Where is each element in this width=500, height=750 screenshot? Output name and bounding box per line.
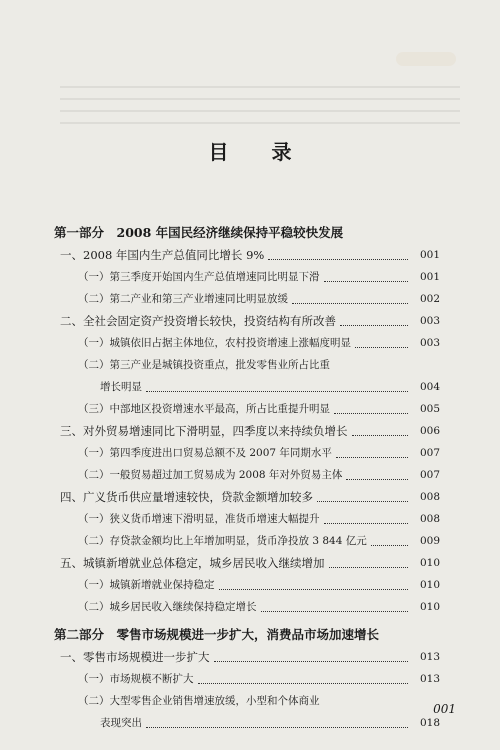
entry-title: （二）存贷款金额均比上年增加明显，货币净投放 3 844 亿元 — [78, 535, 367, 547]
entry-page: 001 — [419, 271, 440, 283]
entry-page: 006 — [419, 425, 440, 437]
toc-entry[interactable] — [54, 288, 440, 310]
table-of-contents — [54, 222, 440, 734]
part-heading: 第二部分 零售市场规模进一步扩大，消费品市场加速增长 — [54, 627, 380, 642]
entry-title: 五、城镇新增就业总体稳定，城乡居民收入继续增加 — [60, 556, 325, 570]
entry-page: 009 — [419, 535, 440, 547]
entry-page: 008 — [419, 491, 440, 503]
header-mark — [396, 52, 456, 66]
toc-entry-first-line[interactable]: （二）大型零售企业销售增速放缓，小型和个体商业 — [78, 695, 320, 707]
entry-title: 四、广义货币供应量增速较快，贷款金额增加较多 — [60, 490, 313, 504]
entry-title: （一）市场规模不断扩大 — [78, 673, 194, 685]
entry-page: 003 — [419, 337, 440, 349]
toc-entry[interactable] — [54, 712, 440, 734]
toc-entry[interactable] — [54, 574, 440, 596]
toc-entry[interactable] — [54, 266, 440, 288]
dot-leader — [317, 501, 408, 502]
toc-entry[interactable] — [54, 376, 440, 398]
toc-entry[interactable] — [54, 464, 440, 486]
dot-leader — [292, 303, 408, 304]
entry-page: 018 — [419, 717, 440, 729]
toc-entry[interactable] — [54, 332, 440, 354]
dot-leader — [214, 661, 409, 662]
entry-page: 010 — [419, 557, 440, 569]
dot-leader — [346, 479, 408, 480]
toc-entry-first-line[interactable]: （二）第三产业是城镇投资重点，批发零售业所占比重 — [78, 359, 330, 371]
entry-title: （一）城镇依旧占据主体地位，农村投资增速上涨幅度明显 — [78, 337, 351, 349]
entry-page: 008 — [419, 513, 440, 525]
toc-entry[interactable] — [54, 442, 440, 464]
dot-leader — [324, 281, 409, 282]
dot-leader — [146, 727, 408, 728]
entry-title: 三、对外贸易增速同比下滑明显，四季度以来持续负增长 — [60, 424, 348, 438]
entry-page: 010 — [419, 601, 440, 613]
toc-entry[interactable] — [54, 668, 440, 690]
toc-entry[interactable] — [54, 486, 440, 508]
dot-leader — [146, 391, 408, 392]
entry-page: 003 — [419, 315, 440, 327]
entry-title: （二）一般贸易超过加工贸易成为 2008 年对外贸易主体 — [78, 469, 343, 481]
entry-page: 007 — [419, 469, 440, 481]
toc-entry[interactable] — [54, 244, 440, 266]
toc-entry[interactable] — [54, 508, 440, 530]
entry-title: （二）城乡居民收入继续保持稳定增长 — [78, 601, 257, 613]
dot-leader — [329, 567, 409, 568]
toc-entry[interactable] — [54, 398, 440, 420]
toc-entry[interactable] — [54, 420, 440, 442]
toc-entry[interactable] — [54, 596, 440, 618]
entry-page: 001 — [419, 249, 440, 261]
dot-leader — [261, 611, 409, 612]
page-title: 目 录 — [208, 140, 310, 164]
part-heading: 第一部分 2008 年国民经济继续保持平稳较快发展 — [54, 225, 344, 240]
page-number: 001 — [433, 702, 456, 716]
toc-entry[interactable] — [54, 530, 440, 552]
dot-leader — [371, 545, 408, 546]
toc-entry[interactable] — [54, 552, 440, 574]
entry-title: （一）第三季度开始国内生产总值增速同比明显下滑 — [78, 271, 320, 283]
entry-title: 一、2008 年国内生产总值同比增长 9% — [60, 248, 265, 262]
entry-page: 013 — [419, 651, 440, 663]
entry-title: 二、全社会固定资产投资增长较快，投资结构有所改善 — [60, 314, 336, 328]
dot-leader — [219, 589, 409, 590]
dot-leader — [340, 325, 408, 326]
entry-title-continued: 表现突出 — [100, 717, 142, 729]
entry-title: 一、零售市场规模进一步扩大 — [60, 650, 210, 664]
dot-leader — [198, 683, 409, 684]
dot-leader — [355, 347, 408, 348]
entry-title: （二）第二产业和第三产业增速同比明显放缓 — [78, 293, 288, 305]
entry-title: （一）狭义货币增速下滑明显，准货币增速大幅提升 — [78, 513, 320, 525]
dot-leader — [336, 457, 408, 458]
entry-page: 013 — [419, 673, 440, 685]
entry-page: 004 — [419, 381, 440, 393]
entry-title: （一）第四季度进出口贸易总额不及 2007 年同期水平 — [78, 447, 332, 459]
dot-leader — [334, 413, 408, 414]
entry-page: 010 — [419, 579, 440, 591]
dot-leader — [352, 435, 409, 436]
dot-leader — [268, 259, 408, 260]
entry-title: （三）中部地区投资增速水平最高，所占比重提升明显 — [78, 403, 330, 415]
entry-page: 007 — [419, 447, 440, 459]
dot-leader — [324, 523, 409, 524]
toc-entry[interactable] — [54, 646, 440, 668]
entry-title: （一）城镇新增就业保持稳定 — [78, 579, 215, 591]
entry-page: 005 — [419, 403, 440, 415]
toc-entry[interactable] — [54, 310, 440, 332]
entry-page: 002 — [419, 293, 440, 305]
entry-title-continued: 增长明显 — [100, 381, 142, 393]
